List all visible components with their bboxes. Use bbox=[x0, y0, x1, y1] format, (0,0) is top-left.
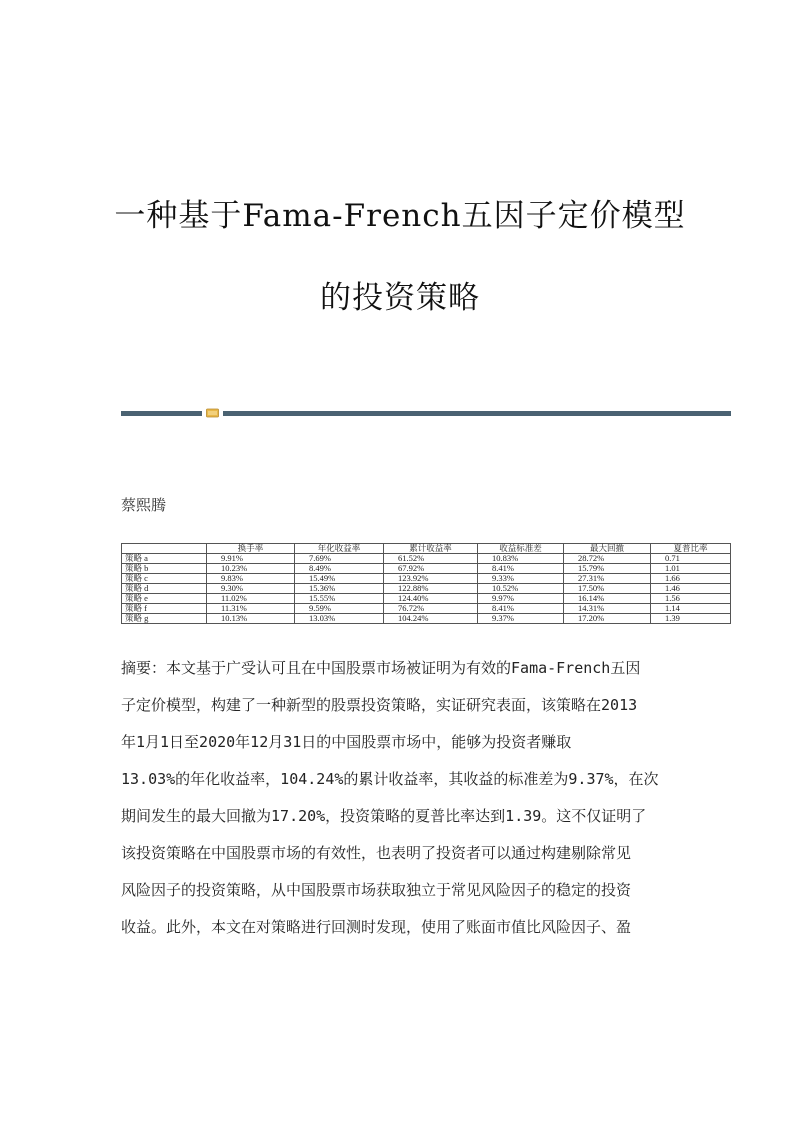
table-cell-strategy: 策略 g bbox=[122, 614, 207, 624]
table-row bbox=[122, 564, 731, 574]
table-cell: 9.91% bbox=[207, 554, 295, 564]
table-row bbox=[122, 604, 731, 614]
table-cell: 1.56 bbox=[651, 594, 731, 604]
table-header-cell: 最大回撤 bbox=[564, 544, 651, 554]
table-header-cell: 收益标准差 bbox=[478, 544, 564, 554]
abstract-line: 13.03%的年化收益率，104.24%的累计收益率，其收益的标准差为9.37%，在次 bbox=[121, 770, 659, 788]
table-cell: 9.59% bbox=[295, 604, 384, 614]
table-cell: 11.02% bbox=[207, 594, 295, 604]
table-cell-strategy: 策略 c bbox=[122, 574, 207, 584]
table-cell: 7.69% bbox=[295, 554, 384, 564]
table-cell: 1.14 bbox=[651, 604, 731, 614]
table-cell: 9.97% bbox=[478, 594, 564, 604]
abstract-line: 期间发生的最大回撤为17.20%，投资策略的夏普比率达到1.39。这不仅证明了 bbox=[121, 807, 647, 825]
table-cell: 1.46 bbox=[651, 584, 731, 594]
abstract-line: 风险因子的投资策略，从中国股票市场获取独立于常见风险因子的稳定的投资 bbox=[121, 881, 632, 899]
table-row bbox=[122, 584, 731, 594]
abstract-line: 子定价模型，构建了一种新型的股票投资策略，实证研究表面，该策略在2013 bbox=[121, 696, 638, 714]
table-cell: 76.72% bbox=[384, 604, 478, 614]
table-header-cell bbox=[122, 544, 207, 554]
author-name: 蔡熙腾 bbox=[121, 496, 167, 514]
table-cell: 122.88% bbox=[384, 584, 478, 594]
table-cell: 11.31% bbox=[207, 604, 295, 614]
table-header-cell: 换手率 bbox=[207, 544, 295, 554]
table-cell: 28.72% bbox=[564, 554, 651, 564]
abstract-line: 年1月1日至2020年12月31日的中国股票市场中，能够为投资者赚取 bbox=[121, 733, 572, 751]
table-row bbox=[122, 574, 731, 584]
table-cell: 1.66 bbox=[651, 574, 731, 584]
table-cell-strategy: 策略 e bbox=[122, 594, 207, 604]
table-cell: 9.30% bbox=[207, 584, 295, 594]
abstract-line: 摘要：本文基于广受认可且在中国股票市场被证明为有效的Fama-French五因 bbox=[121, 659, 641, 677]
table-cell: 8.41% bbox=[478, 604, 564, 614]
table-cell: 10.52% bbox=[478, 584, 564, 594]
table-cell: 17.20% bbox=[564, 614, 651, 624]
book-emblem-icon bbox=[206, 408, 219, 418]
table-cell: 10.13% bbox=[207, 614, 295, 624]
table-cell: 124.40% bbox=[384, 594, 478, 604]
table-cell-strategy: 策略 d bbox=[122, 584, 207, 594]
paper-title-line-1: 一种基于Fama-French五因子定价模型 bbox=[114, 198, 686, 234]
table-cell: 0.71 bbox=[651, 554, 731, 564]
table-cell: 9.33% bbox=[478, 574, 564, 584]
table-cell: 67.92% bbox=[384, 564, 478, 574]
table-cell: 15.55% bbox=[295, 594, 384, 604]
table-cell: 9.37% bbox=[478, 614, 564, 624]
abstract-line: 该投资策略在中国股票市场的有效性，也表明了投资者可以通过构建剔除常见 bbox=[121, 844, 632, 862]
table-header-cell: 夏普比率 bbox=[651, 544, 731, 554]
table-cell: 10.23% bbox=[207, 564, 295, 574]
table-cell: 15.36% bbox=[295, 584, 384, 594]
table-cell: 15.79% bbox=[564, 564, 651, 574]
abstract-line: 收益。此外，本文在对策略进行回测时发现，使用了账面市值比风险因子、盈 bbox=[121, 918, 632, 936]
divider-bar-right bbox=[223, 411, 731, 416]
table-row bbox=[122, 614, 731, 624]
table-cell: 8.49% bbox=[295, 564, 384, 574]
strategy-results-table bbox=[121, 543, 731, 624]
table-cell: 13.03% bbox=[295, 614, 384, 624]
abstract-paragraph bbox=[121, 650, 681, 946]
table-cell-strategy: 策略 b bbox=[122, 564, 207, 574]
table-cell: 61.52% bbox=[384, 554, 478, 564]
table-row bbox=[122, 594, 731, 604]
table-cell: 1.01 bbox=[651, 564, 731, 574]
table-cell: 15.49% bbox=[295, 574, 384, 584]
table-cell: 1.39 bbox=[651, 614, 731, 624]
table-cell: 17.50% bbox=[564, 584, 651, 594]
table-row bbox=[122, 554, 731, 564]
table-cell: 8.41% bbox=[478, 564, 564, 574]
table-cell: 10.83% bbox=[478, 554, 564, 564]
table-header-cell: 年化收益率 bbox=[295, 544, 384, 554]
table-cell: 104.24% bbox=[384, 614, 478, 624]
table-cell: 14.31% bbox=[564, 604, 651, 614]
paper-title-line-2: 的投资策略 bbox=[320, 280, 480, 316]
table-cell: 123.92% bbox=[384, 574, 478, 584]
table-cell: 27.31% bbox=[564, 574, 651, 584]
table-cell-strategy: 策略 f bbox=[122, 604, 207, 614]
title-divider bbox=[121, 408, 731, 418]
table-cell-strategy: 策略 a bbox=[122, 554, 207, 564]
table-cell: 16.14% bbox=[564, 594, 651, 604]
table-header-row bbox=[122, 544, 731, 554]
table-header-cell: 累计收益率 bbox=[384, 544, 478, 554]
table-cell: 9.83% bbox=[207, 574, 295, 584]
divider-bar-left bbox=[121, 411, 202, 416]
